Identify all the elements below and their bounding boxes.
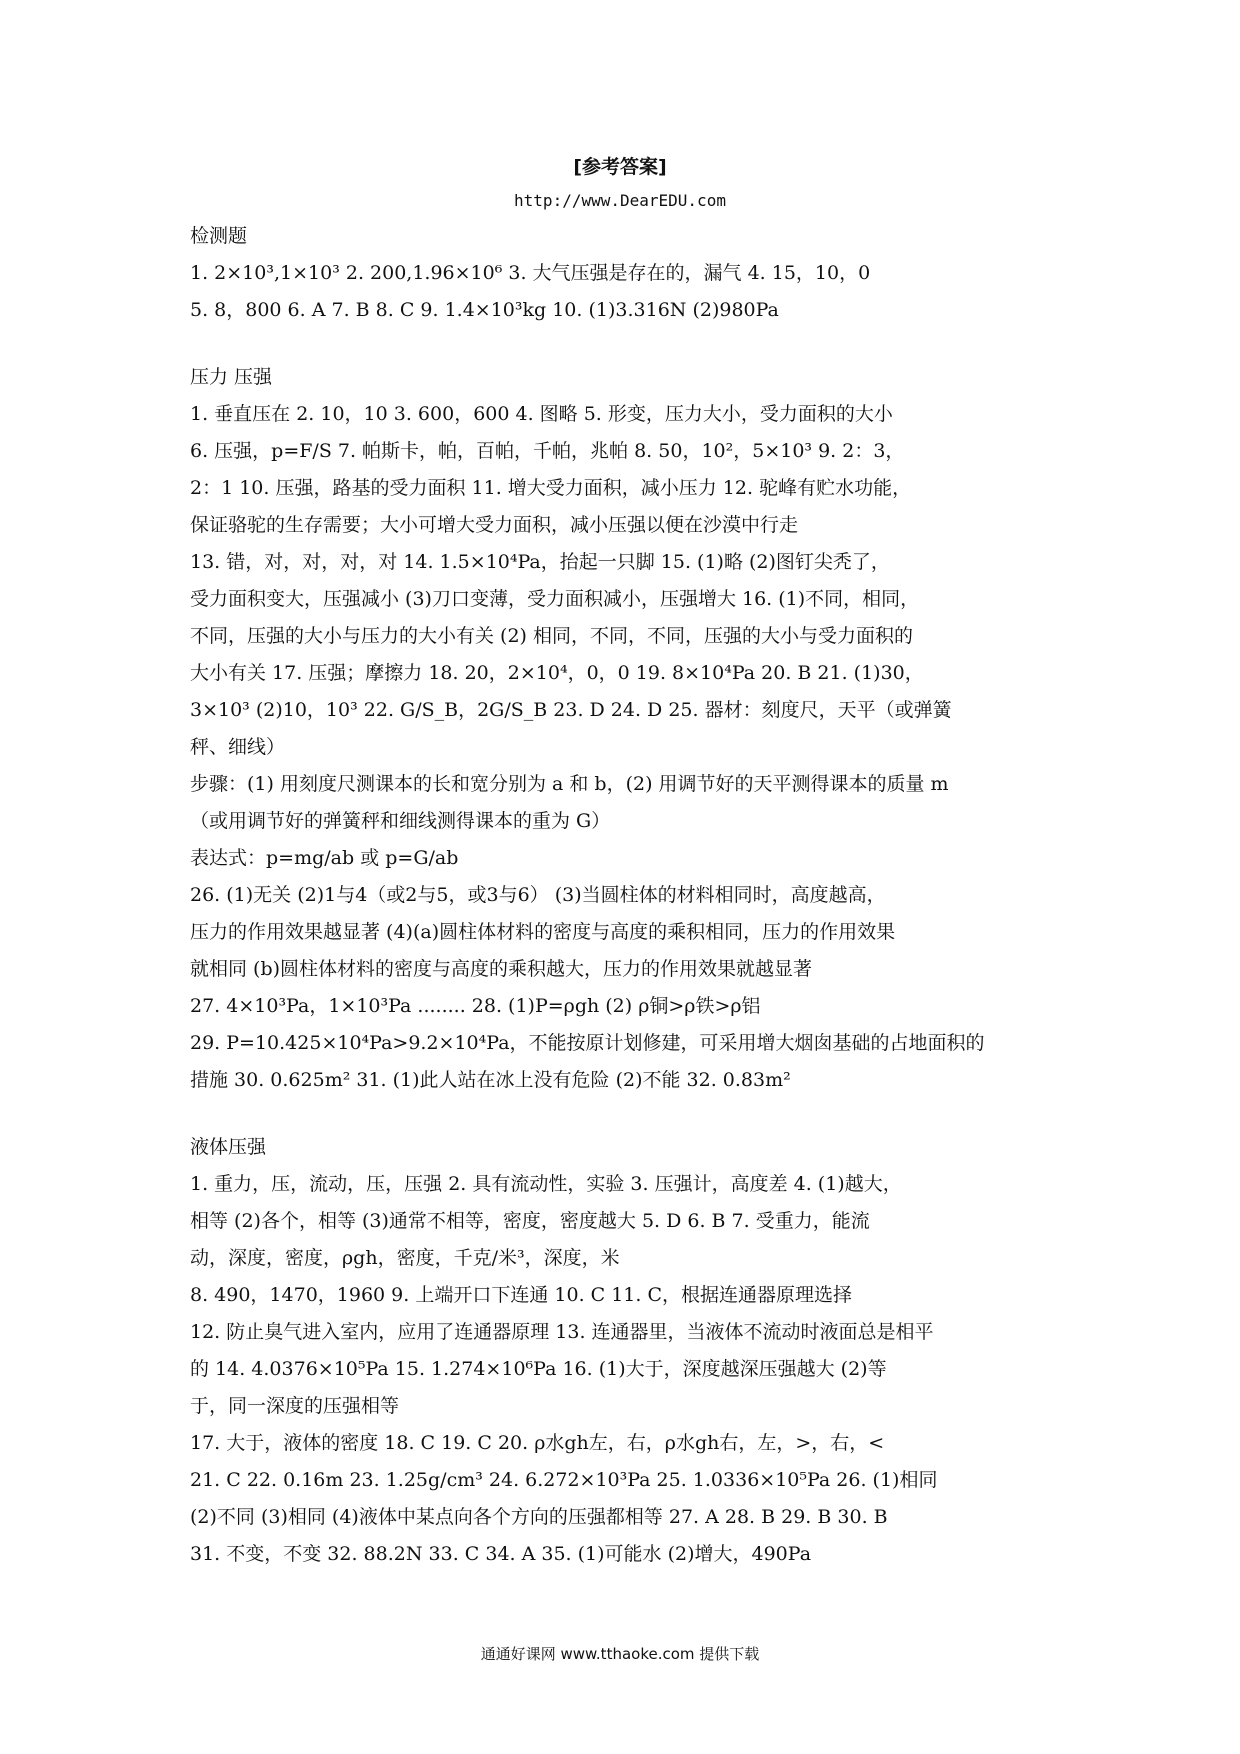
answer-line: 秤、细线） — [190, 736, 286, 758]
section-heading: 液体压强 — [190, 1136, 267, 1158]
page-footer: 通通好课网 www.tthaoke.com 提供下载 — [480, 1645, 760, 1663]
answer-line: 相等 (2)各个，相等 (3)通常不相等，密度，密度越大 5. D 6. B 7. 受重力，能流 — [190, 1210, 870, 1232]
answer-line: 8. 490，1470，1960 9. 上端开口下连通 10. C 11. C，根据连通器原理选择 — [190, 1284, 853, 1306]
section-liquid-pressure — [190, 1129, 1070, 1573]
answer-line: 31. 不变，不变 32. 88.2N 33. C 34. A 35. (1)可能水 (2)增大，490Pa — [190, 1543, 812, 1565]
answer-line: 表达式：p=mg/ab 或 p=G/ab — [190, 847, 459, 869]
answer-line: 动，深度，密度，ρgh，密度，千克/米³，深度，米 — [190, 1247, 620, 1269]
answer-line: (2)不同 (3)相同 (4)液体中某点向各个方向的压强都相等 27. A 28. B 29. B 30. B — [190, 1506, 888, 1528]
answer-line: 于，同一深度的压强相等 — [190, 1395, 400, 1417]
answer-line: 17. 大于，液体的密度 18. C 19. C 20. ρ水gh左，右，ρ水gh右，左，>，右，< — [190, 1432, 885, 1454]
answer-line: 27. 4×10³Pa，1×10³Pa ........ 28. (1)P=ρgh (2) ρ铜>ρ铁>ρ铝 — [190, 995, 761, 1017]
page-title: [参考答案] — [573, 156, 667, 178]
answer-line: 压力的作用效果越显著 (4)(a)圆柱体材料的密度与高度的乘积相同，压力的作用效果 — [190, 921, 896, 943]
answer-content — [190, 218, 1070, 1573]
answer-line: 13. 错，对，对，对，对 14. 1.5×10⁴Pa，抬起一只脚 15. (1)略 (2)图钉尖秃了， — [190, 551, 890, 573]
section-heading: 压力 压强 — [190, 366, 273, 388]
section-heading: 检测题 — [190, 225, 248, 247]
answer-line: 就相同 (b)圆柱体材料的密度与高度的乘积越大，压力的作用效果就越显著 — [190, 958, 813, 980]
answer-line: 5. 8，800 6. A 7. B 8. C 9. 1.4×10³kg 10. (1)3.316N (2)980Pa — [190, 299, 779, 321]
answer-line: 21. C 22. 0.16m 23. 1.25g/cm³ 24. 6.272×10³Pa 25. 1.0336×10⁵Pa 26. (1)相同 — [190, 1469, 938, 1491]
answer-line: 1. 垂直压在 2. 10，10 3. 600，600 4. 图略 5. 形变，压力大小，受力面积的大小 — [190, 403, 893, 425]
source-url: http://www.DearEDU.com — [514, 191, 726, 210]
answer-line: （或用调节好的弹簧秤和细线测得课本的重为 G） — [190, 810, 611, 832]
answer-line: 不同，压强的大小与压力的大小有关 (2) 相同，不同，不同，压强的大小与受力面积的 — [190, 625, 913, 647]
answer-line: 保证骆驼的生存需要；大小可增大受力面积，减小压强以便在沙漠中行走 — [190, 514, 799, 536]
answer-line: 26. (1)无关 (2)1与4（或2与5，或3与6） (3)当圆柱体的材料相同时，高度越高， — [190, 884, 886, 906]
answer-line: 受力面积变大，压强减小 (3)刀口变薄，受力面积减小，压强增大 16. (1)不同，相同， — [190, 588, 920, 610]
answer-line: 29. P=10.425×10⁴Pa>9.2×10⁴Pa，不能按原计划修建，可采用增大烟囱基础的占地面积的 — [190, 1032, 985, 1054]
answer-line: 1. 2×10³,1×10³ 2. 200,1.96×10⁶ 3. 大气压强是存在的，漏气 4. 15，10，0 — [190, 262, 871, 284]
section-pressure — [190, 359, 1070, 1099]
answer-line: 1. 重力，压，流动，压，压强 2. 具有流动性，实验 3. 压强计，高度差 4. (1)越大， — [190, 1173, 902, 1195]
answer-line: 的 14. 4.0376×10⁵Pa 15. 1.274×10⁶Pa 16. (1)大于，深度越深压强越大 (2)等 — [190, 1358, 887, 1380]
answer-line: 措施 30. 0.625m² 31. (1)此人站在冰上没有危险 (2)不能 32. 0.83m² — [190, 1069, 791, 1091]
answer-line: 12. 防止臭气进入室内，应用了连通器原理 13. 连通器里，当液体不流动时液面总是相平 — [190, 1321, 934, 1343]
section-test — [190, 218, 1070, 329]
answer-line: 大小有关 17. 压强；摩擦力 18. 20，2×10⁴，0，0 19. 8×10⁴Pa 20. B 21. (1)30， — [190, 662, 924, 684]
answer-line: 6. 压强，p=F/S 7. 帕斯卡，帕，百帕，千帕，兆帕 8. 50，10²，5×10³ 9. 2：3， — [190, 440, 905, 462]
answer-line: 2：1 10. 压强，路基的受力面积 11. 增大受力面积，减小压力 12. 驼峰有贮水功能， — [190, 477, 912, 499]
answer-line: 3×10³ (2)10，10³ 22. G/S_B，2G/S_B 23. D 24. D 25. 器材：刻度尺，天平（或弹簧 — [190, 699, 952, 721]
answer-line: 步骤：(1) 用刻度尺测课本的长和宽分别为 a 和 b，(2) 用调节好的天平测得课本的质量 m — [190, 773, 949, 795]
